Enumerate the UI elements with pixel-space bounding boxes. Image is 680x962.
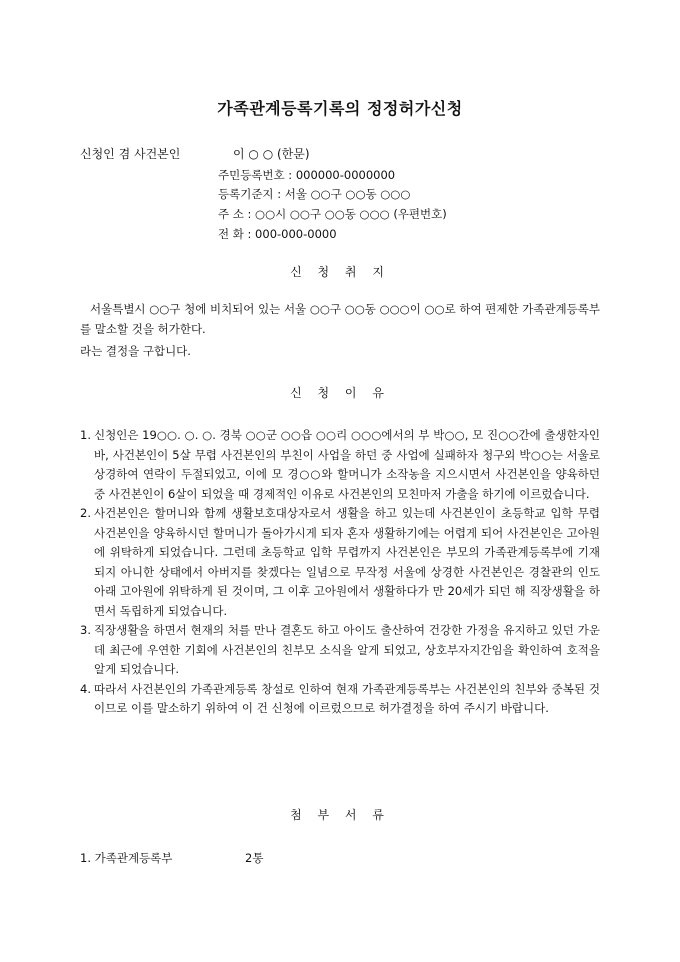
purpose-body: 서울특별시 ○○구 청에 비치되어 있는 서울 ○○구 ○○동 ○○○이 ○○로 하여 편제한 가족관계등록부를 말소할 것을 허가한다. [80, 302, 600, 336]
attachment-qty: 2통 [245, 851, 264, 865]
item-text: 직장생활을 하면서 현재의 처를 만나 결혼도 하고 아이도 출산하여 건강한 가정을 유지하고 있던 가운데 최근에 우연한 기회에 사건본인의 친부모 소식을 알게 되었고, 상호부자지간임을 확인하여 호적을 알게 되었습니다. [94, 623, 600, 676]
purpose-closing: 라는 결정을 구합니다. [80, 344, 191, 358]
item-number: 4. [80, 681, 91, 696]
applicant-name: 이 ○ ○ (한문) [233, 147, 310, 161]
phone: 전 화 : 000-000-0000 [218, 227, 337, 241]
reasons-heading: 신 청 이 유 [290, 386, 390, 400]
item-number: 3. [80, 623, 91, 637]
list-item [80, 426, 600, 504]
registration-base: 등록기준지 : 서울 ○○구 ○○동 ○○○ [218, 187, 411, 201]
document-title: 가족관계등록기록의 정정허가신청 [217, 99, 463, 118]
list-item [80, 680, 600, 719]
attachments-heading: 첨 부 서 류 [290, 808, 390, 822]
purpose-heading: 신 청 취 지 [290, 265, 390, 279]
item-text: 따라서 사건본인의 가족관계등록 창설로 인하여 현재 가족관계등록부는 사건본인의 친부와 중복된 것이므로 이를 말소하기 위하여 이 건 신청에 이르렀으므로 허가결정을 하여 주시기 바랍니다. [94, 681, 600, 715]
applicant-label: 신청인 겸 사건본인 [80, 147, 181, 161]
reasons-list [80, 426, 600, 719]
attachment-item [80, 850, 264, 866]
list-item [80, 621, 600, 680]
item-number: 2. [80, 506, 91, 520]
attachment-name: 1. 가족관계등록부 [80, 851, 173, 865]
item-text: 사건본인은 할머니와 함께 생활보호대상자로서 생활을 하고 있는데 사건본인이 초등학교 입학 무렵 사건본인을 양육하시던 할머니가 돌아가시게 되자 혼자 생활하기에는 어렵게 되어 사건본인은 고아원에 위탁하게 되었습니다. 그런데 초등학교 입학 무렵까지 사건본인은 부모의 가족관계등록부에 기재되지 아니한 상태에서 아버지를 찾겠다는 일념으로 무작정 서울에 상경한 사건본인은 경찰관의 인도 아래 고아원에 위탁하게 된 것이며, 그 이후 고아원에서 생활하다가 만 20세가 되던 해 직장생활을 하면서 독립하게 되었습니다. [94, 506, 600, 618]
address: 주 소 : ○○시 ○○구 ○○동 ○○○ (우편번호) [218, 207, 447, 221]
list-item [80, 504, 600, 621]
item-number: 1. [80, 428, 91, 442]
item-text: 신청인은 19○○. ○. ○. 경북 ○○군 ○○읍 ○○리 ○○○에서의 부 박○○, 모 진○○간에 출생한자인 바, 사건본인이 5살 무렵 사건본인의 부친이 사업을 하던 중 사업에 실패하자 청구외 박○○는 서울로 상경하여 연락이 두절되었고, 이에 모 경○○와 할머니가 소작농을 지으시면서 사건본인을 양육하던 중 사건본인이 6살이 되었을 때 경제적인 이유로 사건본인의 모친마저 가출을 하기에 이르렀습니다. [94, 428, 600, 501]
resident-number: 주민등록번호 : 000000-0000000 [218, 168, 396, 182]
